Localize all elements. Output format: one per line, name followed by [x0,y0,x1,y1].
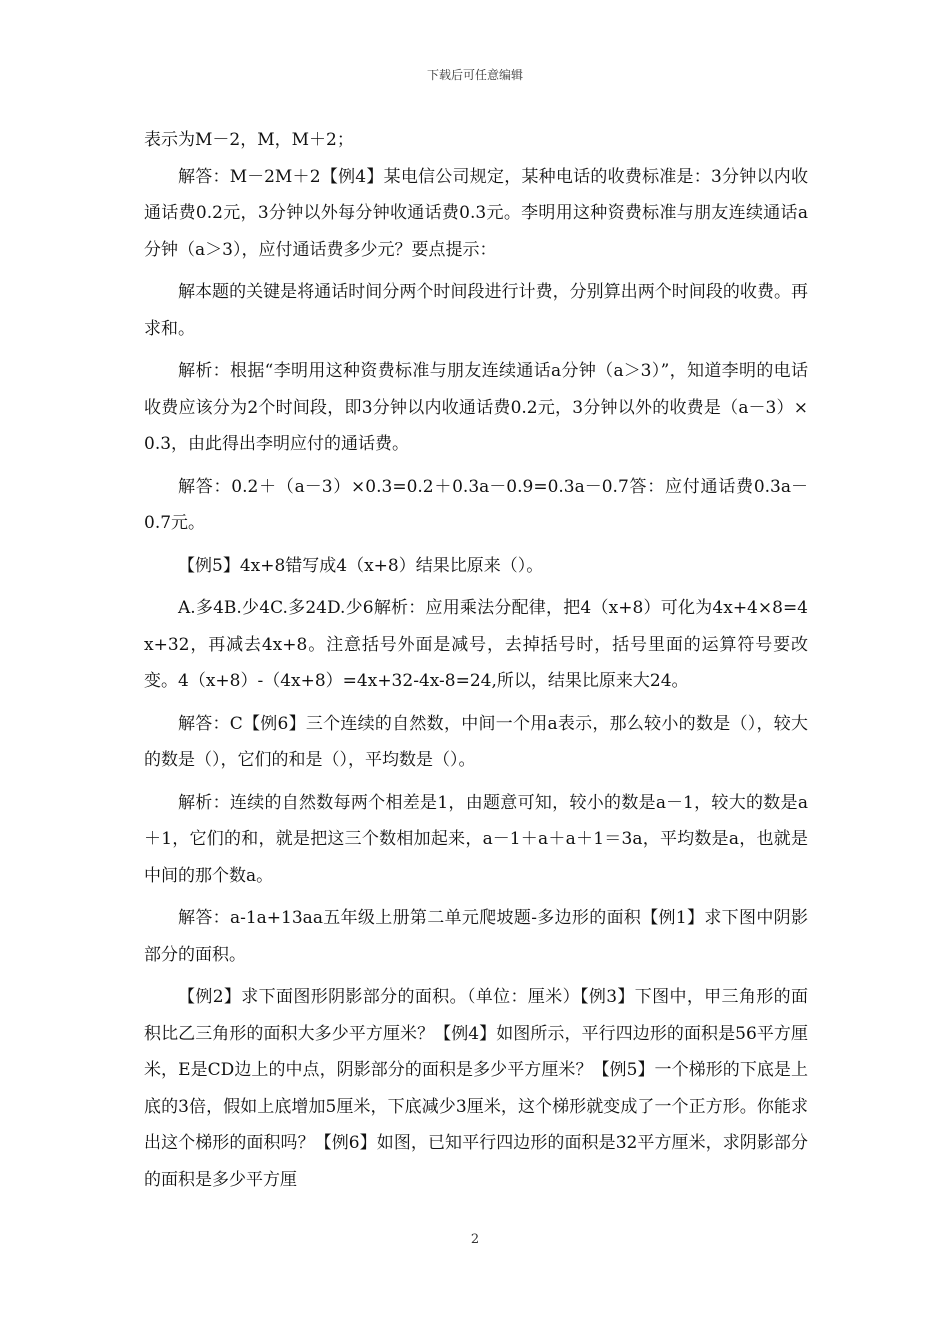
paragraph-4: 解析：根据“李明用这种资费标准与朋友连续通话a分钟（a＞3）”，知道李明的电话收费应该分为2个时间段，即3分钟以内收通话费0.2元，3分钟以外的收费是（a－3）×0.3，由此得出李明应付的通话费。 [144,361,808,454]
document-body [144,122,808,1204]
paragraph-6: 【例5】4x+8错写成4（x+8）结果比原来（）。 [178,555,544,576]
page-header: 下载后可任意编辑 [426,68,523,82]
paragraph-11: 【例2】求下面图形阴影部分的面积。（单位：厘米）【例3】下图中，甲三角形的面积比乙三角形的面积大多少平方厘米？【例4】如图所示，平行四边形的面积是56平方厘米，E是CD边上的中点，阴影部分的面积是多少平方厘米？【例5】一个梯形的下底是上底的3倍，假如上底增加5厘米，下底减少3厘米，这个梯形就变成了一个正方形。你能求出这个梯形的面积吗？【例6】如图，已知平行四边形的面积是32平方厘米，求阴影部分的面积是多少平方厘 [144,987,808,1190]
paragraph-1: 表示为M－2，M，M＋2； [144,130,354,150]
paragraph-3: 解本题的关键是将通话时间分两个时间段进行计费，分别算出两个时间段的收费。再求和。 [144,282,808,339]
paragraph-9: 解析：连续的自然数每两个相差是1，由题意可知，较小的数是a－1，较大的数是a＋1，它们的和，就是把这三个数相加起来，a－1＋a＋a＋1＝3a，平均数是a，也就是中间的那个数a。 [144,792,808,886]
paragraph-8: 解答：C【例6】三个连续的自然数，中间一个用a表示，那么较小的数是（），较大的数是（），它们的和是（），平均数是（）。 [144,713,808,770]
paragraph-5: 解答：0.2＋（a－3）×0.3=0.2＋0.3a－0.9=0.3a－0.7答：应付通话费0.3a－0.7元。 [144,476,808,533]
page-number: 2 [470,1232,480,1247]
paragraph-10: 解答：a-1a+13aa五年级上册第二单元爬坡题-多边形的面积【例1】求下图中阴影部分的面积。 [144,908,808,965]
paragraph-7: A.多4B.少4C.多24D.少6解析：应用乘法分配律，把4（x+8）可化为4x+4×8=4x+32，再减去4x+8。注意括号外面是减号，去掉括号时，括号里面的运算符号要改变。4（x+8）-（4x+8）=4x+32-4x-8=24,所以，结果比原来大24。 [144,598,808,691]
paragraph-2: 解答：M－2M＋2【例4】某电信公司规定，某种电话的收费标准是：3分钟以内收通话费0.2元，3分钟以外每分钟收通话费0.3元。李明用这种资费标准与朋友连续通话a分钟（a＞3），应付通话费多少元？要点提示： [144,166,808,260]
